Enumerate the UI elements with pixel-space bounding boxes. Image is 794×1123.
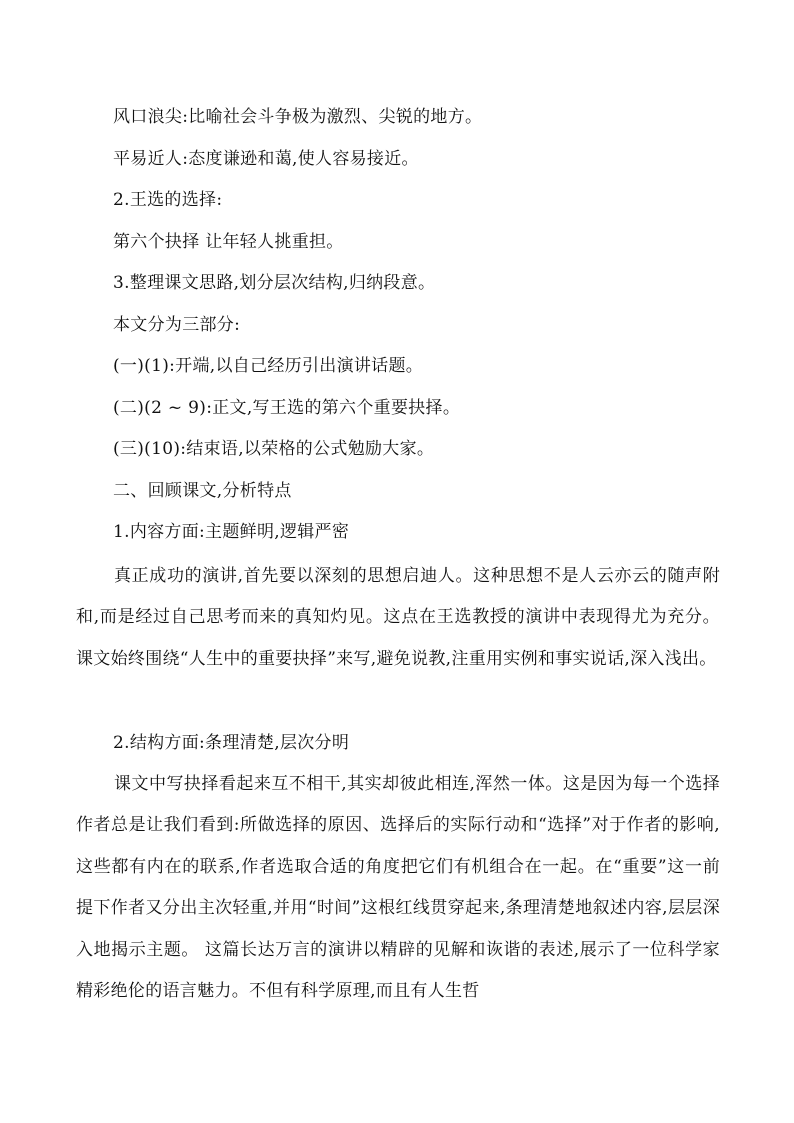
part-three: (三)(10):结束语,以荣格的公式勉励大家。: [113, 439, 435, 459]
part-one: (一)(1):开端,以自己经历引出演讲话题。: [113, 356, 424, 376]
sixth-choice-line: 第六个抉择 让年轻人挑重担。: [113, 232, 344, 252]
heading-content-aspect: 1.内容方面:主题鲜明,逻辑严密: [113, 522, 350, 542]
section-heading-review: 二、回顾课文,分析特点: [113, 481, 292, 501]
heading-organize-ideas: 3.整理课文思路,划分层次结构,归纳段意。: [113, 273, 436, 293]
part-two: (二)(2 ~ 9):正文,写王选的第六个重要抉择。: [113, 398, 461, 418]
paragraph-content-analysis: 真正成功的演讲,首先要以深刻的思想启迪人。这种思想不是人云亦云的随声附和,而是经过自己思考而来的真知灼见。这点在王选教授的演讲中表现得尤为充分。课文始终围绕“人生中的重要抉择”来写,避免说教,注重用实例和事实说话,深入浅出。: [76, 566, 720, 669]
three-parts-intro: 本文分为三部分:: [113, 315, 241, 335]
definition-pingyi: 平易近人:态度谦逊和蔼,使人容易接近。: [113, 149, 419, 169]
definition-fengkou: 风口浪尖:比喻社会斗争极为激烈、尖锐的地方。: [113, 107, 483, 127]
heading-structure-aspect: 2.结构方面:条理清楚,层次分明: [113, 733, 350, 753]
paragraph-structure-analysis: 课文中写抉择看起来互不相干,其实却彼此相连,浑然一体。这是因为每一个选择作者总是让我们看到:所做选择的原因、选择后的实际行动和“选择”对于作者的影响,这些都有内在的联系,作者选取合适的角度把它们有机组合在一起。在“重要”这一前提下作者又分出主次轻重,并用“时间”这根红线贯穿起来,条理清楚地叙述内容,层层深入地揭示主题。 这篇长达万言的演讲以精辟的见解和诙谐的表述,展示了一位科学家精彩绝伦的语言魅力。不但有科学原理,而且有人生哲: [76, 774, 720, 1002]
heading-wangxuan-choice: 2.王选的选择:: [113, 190, 223, 210]
